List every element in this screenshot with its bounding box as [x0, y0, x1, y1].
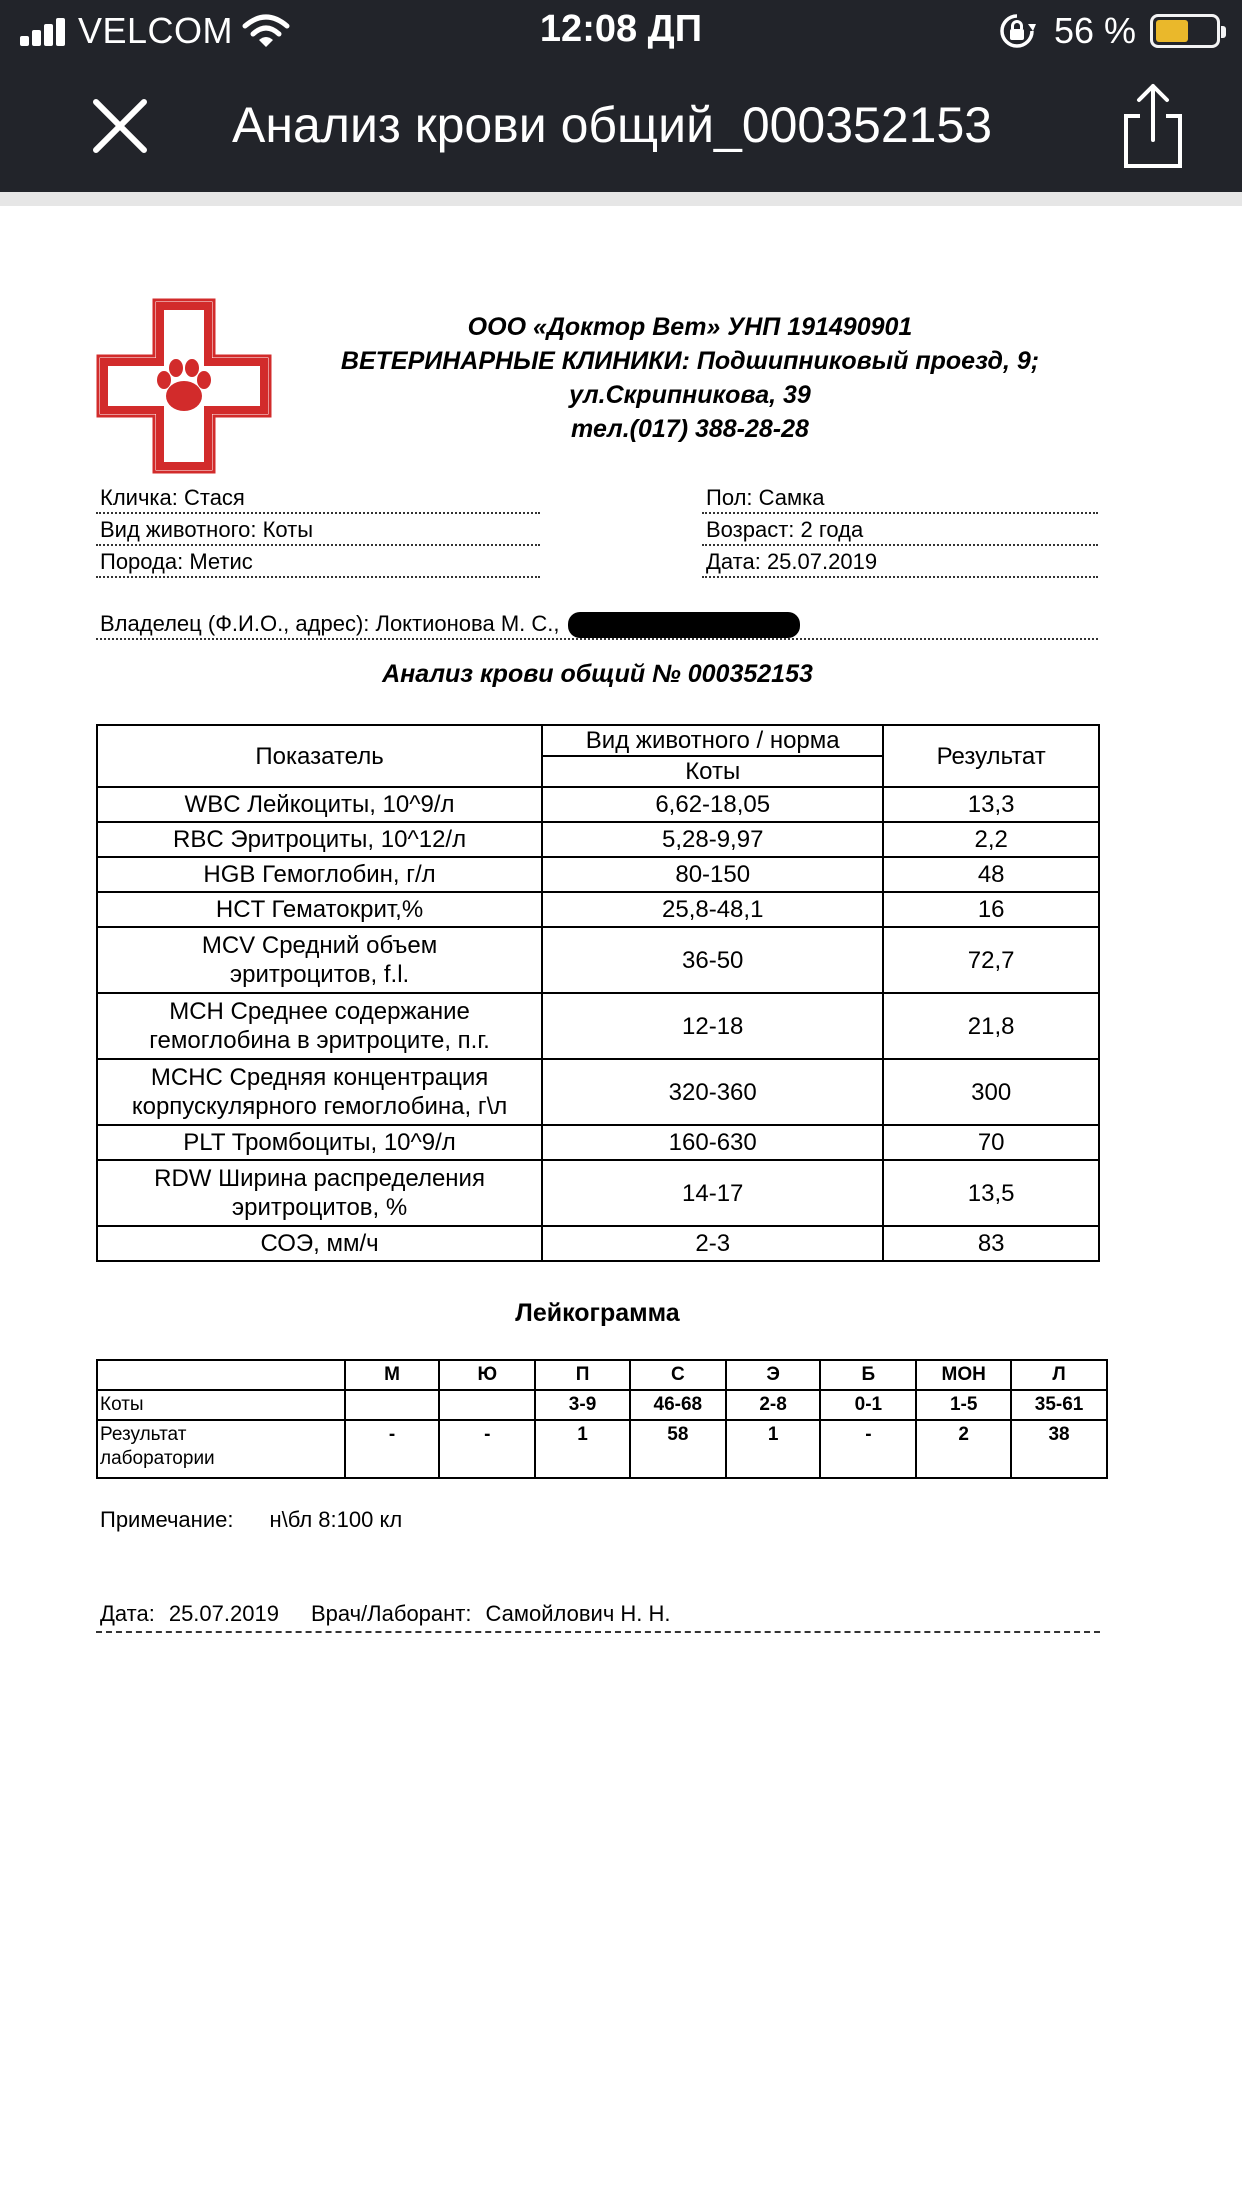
norm-cell: 36-50	[542, 927, 883, 993]
indicator-line: эритроцитов, %	[231, 1194, 408, 1221]
norm-cell: 320-360	[542, 1059, 883, 1125]
indicator-line: MCV Средний объем	[201, 932, 438, 959]
owner-label: Владелец (Ф.И.О., адрес): Локтионова М. С.,	[100, 611, 560, 636]
leukogram-result-label	[97, 1420, 345, 1478]
table-row	[97, 822, 1099, 857]
indicator-line: корпускулярного гемоглобина, г\л	[131, 1093, 508, 1120]
leukogram-col: Л	[1011, 1360, 1107, 1390]
document-page	[0, 206, 1242, 2208]
leukogram-norm-row	[97, 1390, 1107, 1420]
result-cell: 48	[883, 857, 1099, 892]
indicator-cell: HGB Гемоглобин, г/л	[97, 857, 542, 892]
signature-line	[96, 1601, 1100, 1633]
header-species: Коты	[542, 756, 883, 787]
leukogram-result-cell: 58	[630, 1420, 726, 1478]
leukogram-col: Б	[820, 1360, 916, 1390]
result-label-line: Результат	[100, 1424, 187, 1445]
indicator-line: MCHC Средняя концентрация	[150, 1064, 489, 1091]
leukogram-norm-cell: 0-1	[820, 1390, 916, 1420]
note	[100, 1507, 438, 1533]
table-row	[97, 892, 1099, 927]
leukogram-col: Ю	[439, 1360, 535, 1390]
leukogram-result-cell: -	[820, 1420, 916, 1478]
table-row	[97, 857, 1099, 892]
clinic-header	[290, 310, 1090, 446]
nav-divider	[0, 192, 1242, 206]
indicator-line: гемоглобина в эритроците, п.г.	[149, 1027, 490, 1054]
leukogram-col: МОН	[916, 1360, 1011, 1390]
result-cell: 70	[883, 1125, 1099, 1160]
indicator-cell: СОЭ, мм/ч	[97, 1226, 542, 1261]
result-cell: 16	[883, 892, 1099, 927]
header-line: ООО «Доктор Вет» УНП 191490901	[467, 313, 913, 341]
leukogram-result-cell: 1	[726, 1420, 821, 1478]
pet-species: Вид животного: Коты	[96, 516, 540, 546]
result-cell: 13,3	[883, 787, 1099, 822]
blood-test-table	[96, 724, 1100, 1262]
battery-percent: 56 %	[1054, 10, 1137, 51]
redacted-address	[568, 612, 800, 638]
indicator-line: MCH Среднее содержание	[169, 998, 470, 1025]
header-result: Результат	[883, 725, 1099, 787]
indicator-line: эритроцитов, f.l.	[229, 961, 410, 988]
table-row	[97, 1125, 1099, 1160]
leukogram-norm-cell	[439, 1390, 535, 1420]
indicator-cell	[97, 1160, 542, 1226]
norm-cell: 25,8-48,1	[542, 892, 883, 927]
leukogram-corner	[97, 1360, 345, 1390]
analysis-title: Анализ крови общий № 000352153	[382, 660, 813, 688]
indicator-line: RDW Ширина распределения	[154, 1165, 485, 1192]
status-bar	[0, 0, 1242, 62]
norm-cell: 14-17	[542, 1160, 883, 1226]
leukogram-result-cell: 2	[916, 1420, 1011, 1478]
leukogram-norm-cell: 3-9	[535, 1390, 630, 1420]
owner-field	[96, 610, 1098, 640]
table-row	[97, 993, 1099, 1059]
indicator-cell: PLT Тромбоциты, 10^9/л	[97, 1125, 542, 1160]
result-cell: 2,2	[883, 822, 1099, 857]
note-label: Примечание:	[100, 1507, 234, 1532]
table-header-row	[97, 725, 1099, 756]
leukogram-col: П	[535, 1360, 630, 1390]
norm-cell: 2-3	[542, 1226, 883, 1261]
carrier-name: VELCOM	[78, 10, 234, 51]
leukogram-norm-cell	[345, 1390, 440, 1420]
leukogram-norm-cell: 35-61	[1011, 1390, 1107, 1420]
header-line: ВЕТЕРИНАРНЫЕ КЛИНИКИ: Подшипниковый проезд, 9;	[340, 347, 1040, 375]
leukogram-result-row	[97, 1420, 1107, 1478]
leukogram-table	[96, 1359, 1108, 1479]
sign-date-label: Дата:	[100, 1601, 155, 1626]
norm-cell: 6,62-18,05	[542, 787, 883, 822]
norm-cell: 5,28-9,97	[542, 822, 883, 857]
leukogram-col: С	[630, 1360, 726, 1390]
leukogram-result-cell: -	[345, 1420, 440, 1478]
note-value: н\бл 8:100 кл	[269, 1507, 403, 1532]
norm-cell: 80-150	[542, 857, 883, 892]
leukogram-norm-cell: 1-5	[916, 1390, 1011, 1420]
indicator-cell	[97, 993, 542, 1059]
pet-sex: Пол: Самка	[702, 484, 1098, 514]
result-cell: 13,5	[883, 1160, 1099, 1226]
indicator-cell	[97, 1059, 542, 1125]
table-row	[97, 1226, 1099, 1261]
leukogram-result-cell: 1	[535, 1420, 630, 1478]
leukogram-norm-label: Коты	[97, 1390, 345, 1420]
table-row	[97, 927, 1099, 993]
leukogram-title: Лейкограмма	[515, 1299, 680, 1327]
header-line: тел.(017) 388-28-28	[571, 415, 809, 443]
norm-cell: 160-630	[542, 1125, 883, 1160]
result-label-line: лаборатории	[100, 1448, 215, 1469]
top-bar	[0, 0, 1242, 192]
close-button[interactable]	[90, 96, 150, 156]
doctor-value: Самойлович Н. Н.	[485, 1601, 671, 1626]
norm-cell: 12-18	[542, 993, 883, 1059]
share-button[interactable]	[1120, 80, 1186, 170]
document-title: Анализ крови общий_000352153	[232, 97, 993, 153]
leukogram-result-cell: -	[439, 1420, 535, 1478]
leukogram-norm-cell: 2-8	[726, 1390, 821, 1420]
rotation-lock-icon	[998, 12, 1036, 50]
sign-date-value: 25.07.2019	[168, 1601, 279, 1626]
table-row	[97, 787, 1099, 822]
analysis-date: Дата: 25.07.2019	[702, 548, 1098, 578]
leukogram-norm-cell: 46-68	[630, 1390, 726, 1420]
pet-breed: Порода: Метис	[96, 548, 540, 578]
clinic-logo-icon	[96, 298, 272, 474]
indicator-cell	[97, 927, 542, 993]
indicator-cell: WBC Лейкоциты, 10^9/л	[97, 787, 542, 822]
header-norm: Вид животного / норма	[542, 725, 883, 756]
result-cell: 72,7	[883, 927, 1099, 993]
result-cell: 21,8	[883, 993, 1099, 1059]
header-line: ул.Скрипникова, 39	[569, 381, 811, 409]
table-row	[97, 1160, 1099, 1226]
pet-age: Возраст: 2 года	[702, 516, 1098, 546]
status-time: 12:08 ДП	[539, 8, 703, 50]
leukogram-header-row	[97, 1360, 1107, 1390]
leukogram-col: Э	[726, 1360, 821, 1390]
indicator-cell: HCT Гематокрит,%	[97, 892, 542, 927]
result-cell: 83	[883, 1226, 1099, 1261]
result-cell: 300	[883, 1059, 1099, 1125]
header-indicator: Показатель	[97, 725, 542, 787]
pet-name: Кличка: Стася	[96, 484, 540, 514]
doctor-label: Врач/Лаборант:	[310, 1601, 472, 1626]
leukogram-col: М	[345, 1360, 440, 1390]
leukogram-result-cell: 38	[1011, 1420, 1107, 1478]
indicator-cell: RBC Эритроциты, 10^12/л	[97, 822, 542, 857]
battery-icon	[1150, 14, 1220, 48]
table-row	[97, 1059, 1099, 1125]
